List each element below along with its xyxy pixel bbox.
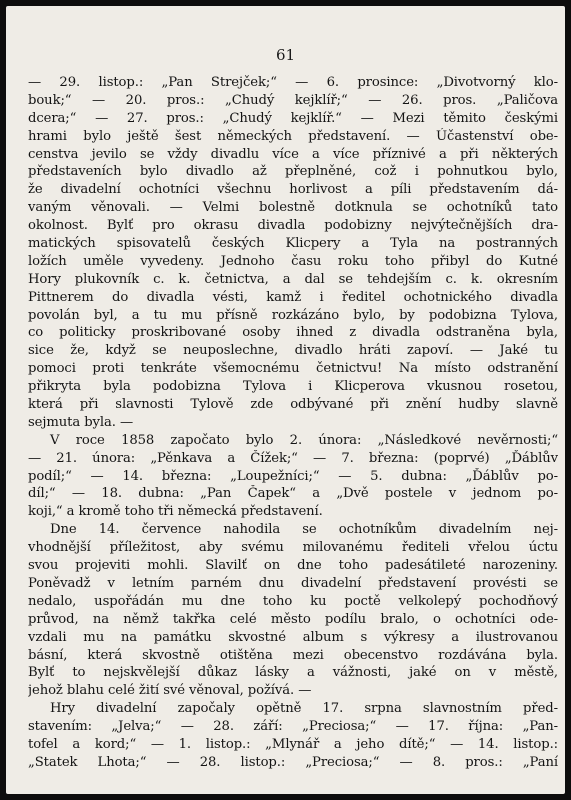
text-line: která při slavnosti Tylově zde odbývané při znění hudby slavně [28, 397, 558, 413]
text-line: koji,“ a kromě toho tři německá představení. [28, 504, 323, 520]
text-line: censtva jevilo se vždy divadlu více a více příznivé a při některých [28, 146, 558, 162]
text-line: básní, která skvostně otištěna mezi obecenstvo rozdávána byla. [28, 647, 558, 663]
book-page [6, 6, 565, 794]
page-number: 61 [275, 46, 296, 64]
text-line: co politicky proskribované osoby ihned z divadla odstraněna byla, [28, 325, 558, 341]
text-line: vaným věnovali. — Velmi bolestně dotknula se ochotníků tato [28, 200, 558, 216]
text-line: Poněvadž v letním parném dnu divadelní představení provésti se [28, 575, 558, 591]
text-line: dcera;“ — 27. pros.: „Chudý kejklíř.“ — Mezi těmito českými [28, 110, 558, 126]
text-line: svou projeviti mohli. Slavilť on dne toho padesátileté narozeniny. [28, 558, 558, 574]
text-line: představeních bylo divadlo až přeplněné, což i pohnutkou bylo, [28, 164, 558, 180]
text-line: stavením: „Jelva;“ — 28. září: „Preciosa;“ — 17. října: „Pan- [28, 719, 558, 735]
text-line: Bylť to nejskvělejší důkaz lásky a vážnosti, jaké on v městě, [28, 665, 558, 681]
text-line: — 21. února: „Pěnkava a Čížek;“ — 7. března: (poprvé) „Ďáblův [28, 450, 558, 466]
text-line: „Statek Lhota;“ — 28. listop.: „Preciosa;“ — 8. pros.: „Paní [28, 754, 558, 770]
text-line: nedalo, uspořádán mu dne toho ku poctě velkolepý pochodňový [28, 593, 558, 609]
text-line: okolnost. Bylť pro okrasu divadla podobizny nejvýtečnějších dra- [28, 218, 558, 234]
text-line: že divadelní ochotníci všechnu horlivost a píli představením dá- [28, 182, 558, 198]
text-line: podíl;“ — 14. března: „Loupežníci;“ — 5. dubna: „Ďáblův po- [28, 468, 558, 484]
text-line: povolán byl, a tu mu přísně rozkázáno bylo, by podobizna Tylova, [28, 307, 558, 323]
text-line: — 29. listop.: „Pan Strejček;“ — 6. prosince: „Divotvorný klo- [28, 75, 558, 90]
text-line: bouk;“ — 20. pros.: „Chudý kejklíř;“ — 26. pros. „Paličova [28, 92, 558, 108]
text-line: hrami bylo ještě šest německých představení. — Účastenství obe- [28, 128, 558, 144]
text-line: Hory plukovník c. k. četnictva, a dal se tehdejším c. k. okresním [28, 271, 558, 287]
text-line: vzdali mu na památku skvostné album s výkresy a ilustrovanou [28, 629, 558, 645]
text-line: jehož blahu celé žití své věnoval, požívá. — [28, 683, 312, 699]
text-line: ložích uměle vyvedeny. Jednoho času roku toho přibyl do Kutné [28, 253, 558, 269]
text-line: průvod, na němž takřka celé město podílu bralo, o ochotníci ode- [28, 611, 558, 627]
text-line: přikryta byla podobizna Tylova i Klicperova vkusnou rosetou, [28, 379, 558, 395]
text-line: díl;“ — 18. dubna: „Pan Čapek“ a „Dvě postele v jednom po- [28, 486, 558, 502]
text-line: Pittnerem do divadla vésti, kamž i ředitel ochotnického divadla [28, 289, 558, 305]
text-line: matických spisovatelů českých Klicpery a Tyla na postranných [28, 236, 558, 252]
text-line: pomoci proti tenkráte všemocnému četnictvu! Na místo odstranění [28, 361, 558, 377]
text-line: V roce 1858 započato bylo 2. února: „Následkové nevěrnosti;“ [50, 432, 558, 448]
text-line: Hry divadelní započaly opětně 17. srpna slavnostním před- [50, 701, 558, 717]
text-line: sejmuta byla. — [28, 414, 134, 430]
text-line: tofel a kord;“ — 1. listop.: „Mlynář a jeho dítě;“ — 14. listop.: [28, 736, 558, 752]
text-line: sice že, když se neuposlechne, divadlo hráti zapoví. — Jaké tu [28, 343, 558, 359]
body-text [28, 74, 558, 772]
text-line: Dne 14. července nahodila se ochotníkům divadelním nej- [50, 522, 558, 538]
text-line: vhodnější příležitost, aby svému milovanému řediteli vřelou úctu [28, 540, 558, 556]
